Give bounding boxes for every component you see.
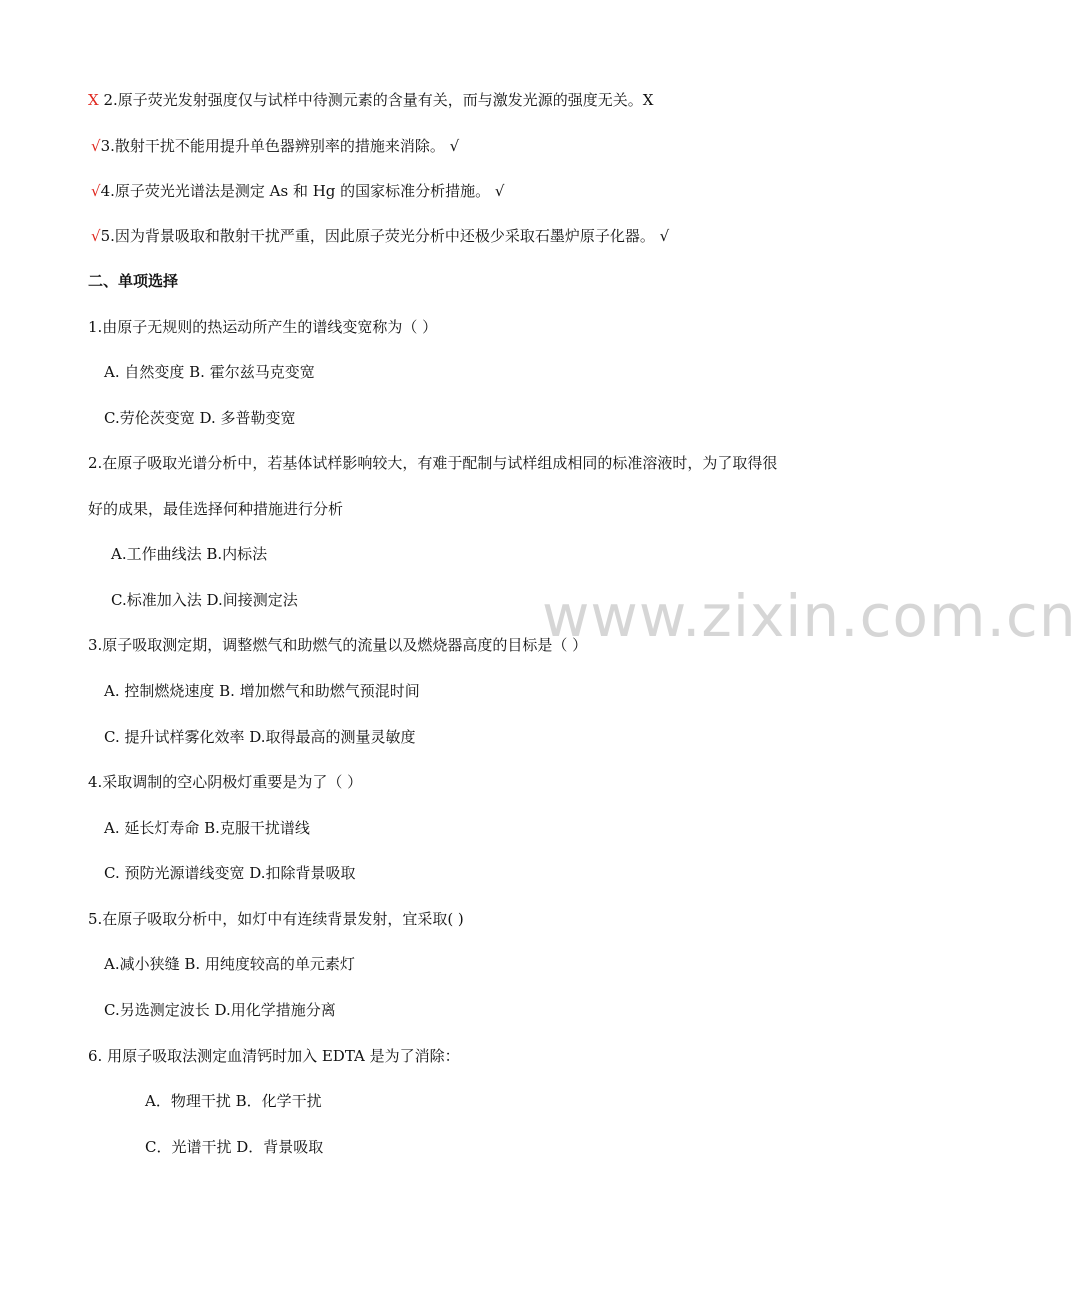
judgement-text: 5.因为背景吸取和散射干扰严重，因此原子荧光分析中还极少采取石墨炉原子化器。 √	[100, 227, 670, 245]
question-5-options-ab: A.减小狭缝 B. 用纯度较高的单元素灯	[104, 955, 355, 973]
question-2-stem-continued: 好的成果，最佳选择何种措施进行分析	[88, 500, 344, 518]
question-6-stem: 6. 用原子吸取法测定血清钙时加入 EDTA 是为了消除：	[88, 1047, 460, 1065]
judgement-text: 4.原子荧光光谱法是测定 As 和 Hg 的国家标准分析措施。 √	[100, 182, 505, 200]
judgement-item-4	[91, 181, 505, 201]
question-4-options-cd: C. 预防光源谱线变宽 D.扣除背景吸取	[104, 864, 356, 882]
wrong-mark: X	[88, 91, 99, 109]
judgement-text: 3.散射干扰不能用提升单色器辨别率的措施来消除。 √	[100, 137, 460, 155]
question-3-stem: 3.原子吸取测定期，调整燃气和助燃气的流量以及燃烧器高度的目标是（ ）	[88, 636, 588, 654]
question-2-options-ab: A.工作曲线法 B.内标法	[111, 545, 268, 563]
judgement-item-2	[88, 90, 653, 110]
judgement-text: 2.原子荧光发射强度仅与试样中待测元素的含量有关，而与激发光源的强度无关。X	[98, 91, 654, 109]
check-mark: √	[91, 227, 101, 245]
question-2-stem: 2.在原子吸取光谱分析中，若基体试样影响较大，有难于配制与试样组成相同的标准溶液时，为了取得很	[88, 454, 778, 472]
question-2-options-cd: C.标准加入法 D.间接测定法	[111, 591, 298, 609]
judgement-item-3	[91, 136, 459, 156]
question-6-options-ab: A．物理干扰 B．化学干扰	[145, 1092, 322, 1110]
check-mark: √	[91, 182, 101, 200]
question-6-options-cd: C．光谱干扰 D．背景吸取	[145, 1138, 324, 1156]
question-4-stem: 4.采取调制的空心阴极灯重要是为了（ ）	[88, 773, 363, 791]
judgement-item-5	[91, 226, 669, 246]
check-mark: √	[91, 137, 101, 155]
question-1-options-ab: A. 自然变度 B. 霍尔兹马克变宽	[104, 363, 315, 381]
question-4-options-ab: A. 延长灯寿命 B.克服干扰谱线	[104, 819, 310, 837]
question-1-stem: 1.由原子无规则的热运动所产生的谱线变宽称为（ ）	[88, 318, 438, 336]
section-title: 二、单项选择	[88, 272, 179, 290]
question-1-options-cd: C.劳伦茨变宽 D. 多普勒变宽	[104, 409, 296, 427]
question-5-stem: 5.在原子吸取分析中，如灯中有连续背景发射，宜采取( )	[88, 910, 464, 928]
question-5-options-cd: C.另选测定波长 D.用化学措施分离	[104, 1001, 336, 1019]
question-3-options-cd: C. 提升试样雾化效率 D.取得最高的测量灵敏度	[104, 728, 416, 746]
question-3-options-ab: A. 控制燃烧速度 B. 增加燃气和助燃气预混时间	[104, 682, 420, 700]
watermark: www.zixin.com.cn	[542, 582, 1077, 650]
